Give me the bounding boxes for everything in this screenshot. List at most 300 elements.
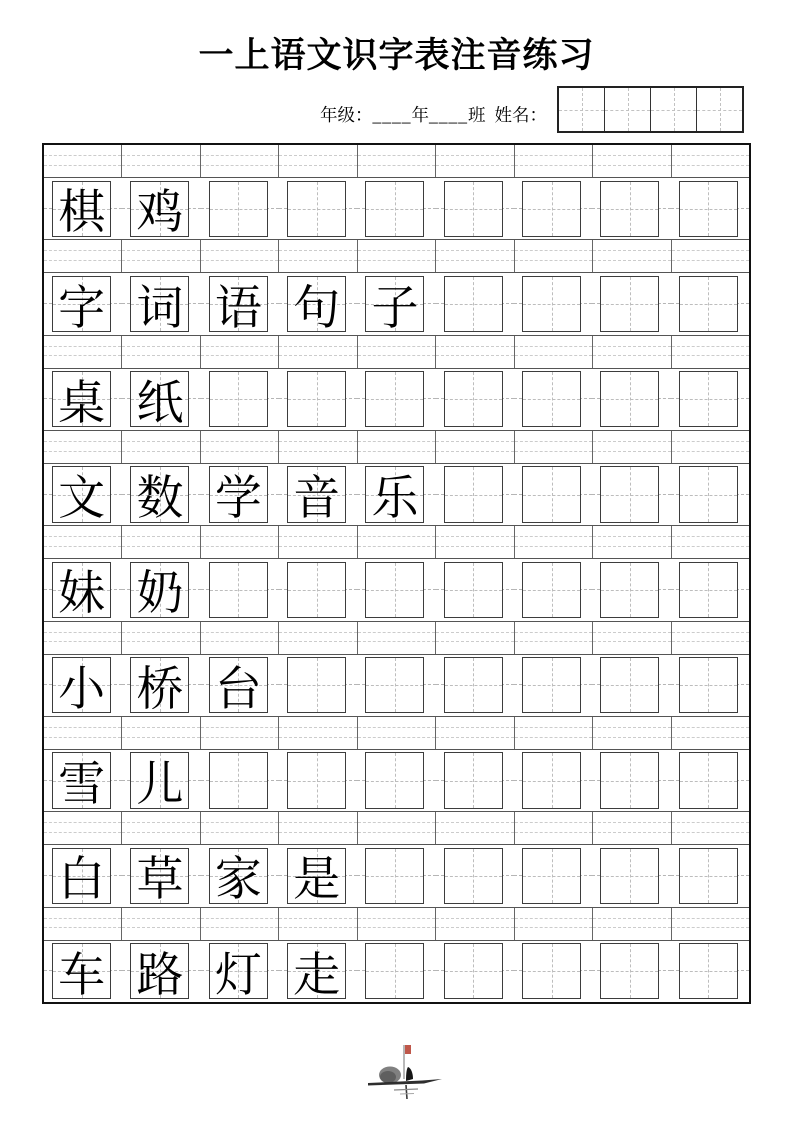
char-cell: [592, 559, 670, 620]
character-glyph: 路: [136, 949, 184, 1002]
character-glyph: 音: [293, 473, 341, 526]
tianzi-box: [522, 276, 581, 332]
pinyin-cell: [121, 336, 199, 368]
char-cell: [44, 845, 122, 906]
pinyin-cell: [435, 908, 513, 940]
char-cell: [122, 178, 200, 239]
char-cell: [671, 655, 749, 716]
pinyin-cell: [592, 336, 670, 368]
row-block-7: [44, 716, 749, 811]
char-cell: [279, 750, 357, 811]
pinyin-row: [44, 145, 749, 178]
char-cell: [122, 464, 200, 525]
pinyin-row: [44, 622, 749, 655]
tianzi-box: [600, 848, 659, 904]
char-cell: [122, 845, 200, 906]
pinyin-cell: [44, 526, 121, 558]
char-cell: [357, 178, 435, 239]
char-cell: [279, 369, 357, 430]
pinyin-cell: [671, 431, 749, 463]
tianzi-box: [444, 943, 503, 999]
character-glyph: 灯: [214, 949, 262, 1002]
tianzi-box: [679, 276, 738, 332]
pinyin-cell: [200, 812, 278, 844]
pinyin-cell: [200, 145, 278, 177]
tianzi-box: [287, 943, 346, 1002]
pinyin-cell: [671, 717, 749, 749]
pinyin-cell: [278, 431, 356, 463]
row-block-9: [44, 907, 749, 1002]
page-title: 一上语文识字表注音练习: [198, 36, 595, 75]
char-cell: [122, 941, 200, 1002]
pinyin-cell: [121, 526, 199, 558]
hull-reflection-2: [400, 1094, 414, 1095]
pinyin-cell: [357, 526, 435, 558]
char-row: [44, 750, 749, 811]
char-cell: [279, 845, 357, 906]
char-cell: [357, 273, 435, 334]
pinyin-cell: [514, 622, 592, 654]
char-cell: [201, 464, 279, 525]
tianzi-box: [130, 466, 189, 526]
header-line: [320, 102, 547, 128]
char-cell: [671, 464, 749, 525]
char-cell: [44, 655, 122, 716]
char-row: [44, 655, 749, 716]
character-glyph: 鸡: [136, 187, 184, 240]
pinyin-cell: [514, 336, 592, 368]
row-block-8: [44, 811, 749, 906]
tianzi-box: [522, 181, 581, 237]
pinyin-cell: [357, 336, 435, 368]
pinyin-cell: [592, 812, 670, 844]
char-cell: [592, 845, 670, 906]
tianzi-box: [365, 181, 424, 237]
row-block-1: [44, 145, 749, 239]
pinyin-cell: [44, 717, 121, 749]
pinyin-cell: [200, 336, 278, 368]
character-glyph: 儿: [136, 759, 184, 812]
tianzi-box: [52, 562, 111, 621]
tianzi-box: [130, 562, 189, 621]
tianzi-box: [444, 848, 503, 904]
tianzi-box: [130, 657, 189, 716]
pinyin-cell: [278, 336, 356, 368]
class-label: 班: [468, 105, 486, 125]
pinyin-cell: [671, 812, 749, 844]
tianzi-box: [600, 276, 659, 332]
pinyin-cell: [357, 240, 435, 272]
char-row: [44, 559, 749, 620]
name-box-cell: [559, 88, 604, 131]
tianzi-box: [679, 181, 738, 237]
tianzi-box: [287, 371, 346, 427]
char-cell: [514, 464, 592, 525]
char-row: [44, 178, 749, 239]
char-cell: [122, 559, 200, 620]
pinyin-cell: [357, 145, 435, 177]
pinyin-row: [44, 336, 749, 369]
tianzi-box: [52, 466, 111, 526]
pinyin-row: [44, 812, 749, 845]
character-glyph: 字: [58, 282, 106, 335]
char-cell: [279, 559, 357, 620]
tianzi-box: [287, 752, 346, 808]
pinyin-cell: [357, 431, 435, 463]
char-cell: [279, 178, 357, 239]
char-cell: [671, 559, 749, 620]
pinyin-cell: [121, 622, 199, 654]
tianzi-box: [679, 371, 738, 427]
char-cell: [514, 750, 592, 811]
pinyin-cell: [514, 431, 592, 463]
tianzi-box: [287, 848, 346, 907]
figure-shape: [406, 1067, 413, 1081]
tianzi-box: [679, 752, 738, 808]
tianzi-box: [679, 848, 738, 904]
char-cell: [592, 750, 670, 811]
pinyin-cell: [435, 336, 513, 368]
char-cell: [671, 178, 749, 239]
char-cell: [279, 941, 357, 1002]
char-row: [44, 464, 749, 525]
pinyin-cell: [592, 145, 670, 177]
tianzi-box: [679, 943, 738, 999]
tianzi-box: [52, 371, 111, 430]
pinyin-cell: [357, 812, 435, 844]
tianzi-box: [209, 276, 268, 335]
char-cell: [436, 559, 514, 620]
pinyin-cell: [44, 622, 121, 654]
tianzi-box: [444, 752, 503, 808]
boat-logo: [362, 1037, 448, 1103]
pinyin-cell: [121, 431, 199, 463]
character-glyph: 小: [58, 663, 106, 716]
pinyin-cell: [278, 526, 356, 558]
pinyin-cell: [671, 622, 749, 654]
tianzi-box: [600, 371, 659, 427]
char-row: [44, 941, 749, 1002]
tianzi-box: [365, 752, 424, 808]
character-glyph: 车: [58, 949, 106, 1002]
grade-blank-field: ____: [372, 105, 412, 125]
pinyin-cell: [44, 812, 121, 844]
tianzi-box: [444, 276, 503, 332]
pinyin-cell: [514, 145, 592, 177]
pinyin-cell: [592, 908, 670, 940]
pinyin-cell: [357, 717, 435, 749]
pinyin-cell: [278, 812, 356, 844]
char-cell: [201, 178, 279, 239]
pinyin-cell: [671, 336, 749, 368]
character-glyph: 台: [214, 663, 262, 716]
pinyin-row: [44, 717, 749, 750]
tianzi-box: [130, 181, 189, 240]
name-box: [557, 86, 744, 133]
tianzi-box: [287, 562, 346, 618]
char-cell: [671, 369, 749, 430]
tianzi-box: [130, 371, 189, 430]
row-block-4: [44, 430, 749, 525]
char-cell: [122, 369, 200, 430]
char-cell: [279, 464, 357, 525]
char-cell: [44, 178, 122, 239]
pinyin-cell: [121, 145, 199, 177]
pinyin-cell: [435, 526, 513, 558]
char-cell: [44, 559, 122, 620]
char-cell: [44, 941, 122, 1002]
char-cell: [201, 369, 279, 430]
pinyin-cell: [435, 717, 513, 749]
tianzi-box: [209, 466, 268, 526]
pinyin-row: [44, 431, 749, 464]
tianzi-box: [209, 943, 268, 1002]
tianzi-box: [130, 752, 189, 812]
char-cell: [514, 559, 592, 620]
char-cell: [592, 178, 670, 239]
tianzi-box: [130, 848, 189, 907]
char-row: [44, 369, 749, 430]
tianzi-box: [600, 466, 659, 522]
tianzi-box: [209, 562, 268, 618]
char-cell: [357, 655, 435, 716]
pinyin-cell: [592, 622, 670, 654]
char-cell: [436, 273, 514, 334]
name-label: 姓名：: [494, 105, 547, 125]
tianzi-box: [444, 562, 503, 618]
char-cell: [592, 941, 670, 1002]
char-cell: [279, 273, 357, 334]
name-box-cell: [604, 88, 650, 131]
pinyin-cell: [278, 240, 356, 272]
character-glyph: 纸: [136, 377, 184, 430]
pinyin-cell: [357, 908, 435, 940]
tianzi-box: [679, 562, 738, 618]
tianzi-box: [444, 466, 503, 522]
tianzi-box: [365, 943, 424, 999]
pinyin-cell: [514, 240, 592, 272]
char-cell: [436, 750, 514, 811]
pinyin-cell: [44, 336, 121, 368]
pinyin-cell: [44, 431, 121, 463]
character-glyph: 桥: [136, 663, 184, 716]
char-cell: [671, 941, 749, 1002]
mast-reflection: [406, 1085, 407, 1099]
char-cell: [201, 559, 279, 620]
pinyin-cell: [592, 526, 670, 558]
tianzi-box: [287, 466, 346, 526]
character-glyph: 语: [214, 282, 262, 335]
pinyin-cell: [514, 908, 592, 940]
class-blank-field: ____: [429, 105, 468, 125]
char-cell: [592, 369, 670, 430]
tianzi-box: [600, 657, 659, 713]
practice-grid: [42, 143, 751, 1004]
character-glyph: 白: [58, 854, 106, 907]
name-box-cell: [696, 88, 742, 131]
char-cell: [201, 845, 279, 906]
pinyin-row: [44, 240, 749, 273]
char-cell: [201, 750, 279, 811]
char-cell: [592, 655, 670, 716]
character-glyph: 学: [214, 473, 262, 526]
char-cell: [122, 655, 200, 716]
char-cell: [514, 655, 592, 716]
tianzi-box: [287, 657, 346, 713]
char-cell: [44, 464, 122, 525]
pinyin-cell: [278, 908, 356, 940]
tianzi-box: [365, 371, 424, 427]
char-cell: [122, 750, 200, 811]
tianzi-box: [679, 657, 738, 713]
pinyin-cell: [671, 240, 749, 272]
tianzi-box: [600, 181, 659, 237]
pinyin-cell: [44, 145, 121, 177]
pinyin-cell: [278, 717, 356, 749]
pinyin-cell: [121, 717, 199, 749]
tianzi-box: [209, 752, 268, 808]
char-row: [44, 273, 749, 334]
tianzi-box: [365, 657, 424, 713]
row-block-3: [44, 335, 749, 430]
char-cell: [436, 369, 514, 430]
tianzi-box: [52, 657, 111, 716]
character-glyph: 句: [293, 282, 341, 335]
pinyin-cell: [435, 812, 513, 844]
character-glyph: 家: [214, 854, 262, 907]
char-cell: [592, 273, 670, 334]
char-cell: [279, 655, 357, 716]
character-glyph: 雪: [58, 759, 106, 812]
canopy-shade: [380, 1071, 396, 1083]
char-cell: [436, 178, 514, 239]
tianzi-box: [522, 657, 581, 713]
char-cell: [436, 845, 514, 906]
tianzi-box: [522, 943, 581, 999]
char-cell: [44, 369, 122, 430]
tianzi-box: [365, 848, 424, 904]
character-glyph: 草: [136, 854, 184, 907]
character-glyph: 妹: [58, 568, 106, 621]
character-glyph: 乐: [371, 473, 419, 526]
tianzi-box: [209, 181, 268, 237]
tianzi-box: [52, 181, 111, 240]
tianzi-box: [365, 466, 424, 526]
tianzi-box: [444, 181, 503, 237]
pinyin-cell: [671, 145, 749, 177]
pinyin-cell: [200, 526, 278, 558]
pinyin-cell: [121, 240, 199, 272]
character-glyph: 桌: [58, 377, 106, 430]
tianzi-box: [444, 657, 503, 713]
char-cell: [357, 750, 435, 811]
tianzi-box: [365, 562, 424, 618]
tianzi-box: [130, 276, 189, 335]
char-cell: [357, 559, 435, 620]
char-cell: [44, 273, 122, 334]
char-cell: [514, 369, 592, 430]
character-glyph: 词: [136, 282, 184, 335]
tianzi-box: [130, 943, 189, 1002]
tianzi-box: [209, 657, 268, 716]
pinyin-cell: [592, 717, 670, 749]
pinyin-cell: [278, 145, 356, 177]
pinyin-cell: [121, 812, 199, 844]
char-cell: [514, 273, 592, 334]
char-cell: [122, 273, 200, 334]
char-cell: [357, 941, 435, 1002]
hull-reflection-1: [394, 1089, 418, 1090]
row-block-2: [44, 239, 749, 334]
tianzi-box: [52, 276, 111, 335]
char-cell: [436, 655, 514, 716]
pinyin-cell: [435, 622, 513, 654]
row-block-6: [44, 621, 749, 716]
pinyin-cell: [200, 622, 278, 654]
pinyin-cell: [514, 717, 592, 749]
pinyin-cell: [200, 908, 278, 940]
char-cell: [671, 273, 749, 334]
character-glyph: 是: [293, 854, 341, 907]
tianzi-box: [209, 371, 268, 427]
tianzi-box: [287, 181, 346, 237]
pinyin-cell: [278, 622, 356, 654]
tianzi-box: [522, 752, 581, 808]
char-cell: [436, 941, 514, 1002]
char-cell: [357, 464, 435, 525]
pinyin-cell: [514, 526, 592, 558]
char-cell: [44, 750, 122, 811]
pinyin-cell: [671, 908, 749, 940]
character-glyph: 走: [293, 949, 341, 1002]
tianzi-box: [209, 848, 268, 907]
char-cell: [514, 178, 592, 239]
tianzi-box: [600, 562, 659, 618]
pinyin-row: [44, 908, 749, 941]
row-block-5: [44, 525, 749, 620]
character-glyph: 奶: [136, 568, 184, 621]
hull-shape: [368, 1079, 442, 1086]
char-cell: [671, 845, 749, 906]
pinyin-cell: [514, 812, 592, 844]
character-glyph: 数: [136, 473, 184, 526]
tianzi-box: [522, 562, 581, 618]
pinyin-cell: [121, 908, 199, 940]
flag-shape: [405, 1045, 411, 1054]
pinyin-cell: [592, 240, 670, 272]
char-cell: [357, 845, 435, 906]
pinyin-cell: [435, 431, 513, 463]
tianzi-box: [600, 752, 659, 808]
pinyin-cell: [435, 240, 513, 272]
character-glyph: 棋: [58, 187, 106, 240]
name-box-cell: [650, 88, 696, 131]
pinyin-cell: [44, 908, 121, 940]
tianzi-box: [600, 943, 659, 999]
pinyin-cell: [200, 240, 278, 272]
tianzi-box: [287, 276, 346, 335]
pinyin-cell: [200, 717, 278, 749]
grade-label: 年级：: [320, 105, 373, 125]
tianzi-box: [365, 276, 424, 335]
pinyin-row: [44, 526, 749, 559]
tianzi-box: [52, 752, 111, 812]
pinyin-cell: [671, 526, 749, 558]
char-cell: [592, 464, 670, 525]
character-glyph: 子: [371, 282, 419, 335]
tianzi-box: [52, 943, 111, 1002]
pinyin-cell: [44, 240, 121, 272]
